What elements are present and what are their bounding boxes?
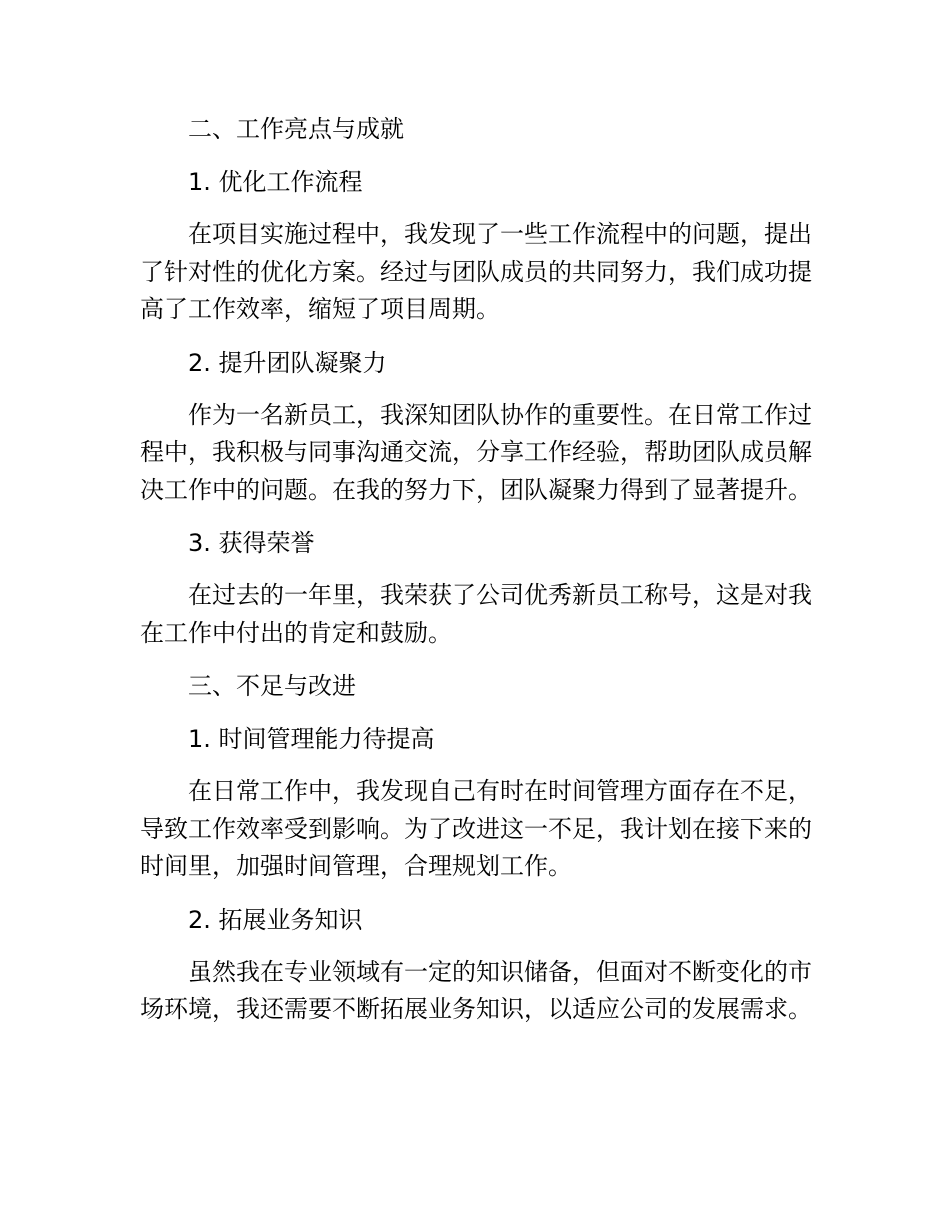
paragraph-optimize-workflow: 在项目实施过程中，我发现了一些工作流程中的问题，提出了针对性的优化方案。经过与团队成员的共同努力，我们成功提高了工作效率，缩短了项目周期。 — [140, 220, 812, 323]
document-page — [140, 110, 812, 1044]
subheading-time-management: 1. 时间管理能力待提高 — [188, 725, 435, 753]
paragraph-team-cohesion: 作为一名新员工，我深知团队协作的重要性。在日常工作过程中，我积极与同事沟通交流，分享工作经验，帮助团队成员解决工作中的问题。在我的努力下，团队凝聚力得到了显著提升。 — [140, 400, 812, 504]
paragraph-business-knowledge: 虽然我在专业领域有一定的知识储备，但面对不断变化的市场环境，我还需要不断拓展业务知识，以适应公司的发展需求。 — [140, 957, 812, 1023]
subheading-honors: 3. 获得荣誉 — [188, 529, 315, 557]
section-title-improvements: 三、不足与改进 — [188, 672, 356, 700]
subheading-team-cohesion: 2. 提升团队凝聚力 — [188, 348, 387, 377]
section-title-highlights: 二、工作亮点与成就 — [188, 115, 404, 143]
paragraph-honors: 在过去的一年里，我荣获了公司优秀新员工称号，这是对我在工作中付出的肯定和鼓励。 — [140, 581, 812, 647]
subheading-business-knowledge: 2. 拓展业务知识 — [188, 905, 363, 934]
paragraph-time-management: 在日常工作中，我发现自己有时在时间管理方面存在不足，导致工作效率受到影响。为了改进这一不足，我计划在接下来的时间里，加强时间管理，合理规划工作。 — [140, 777, 812, 880]
subheading-optimize-workflow: 1. 优化工作流程 — [188, 168, 363, 196]
